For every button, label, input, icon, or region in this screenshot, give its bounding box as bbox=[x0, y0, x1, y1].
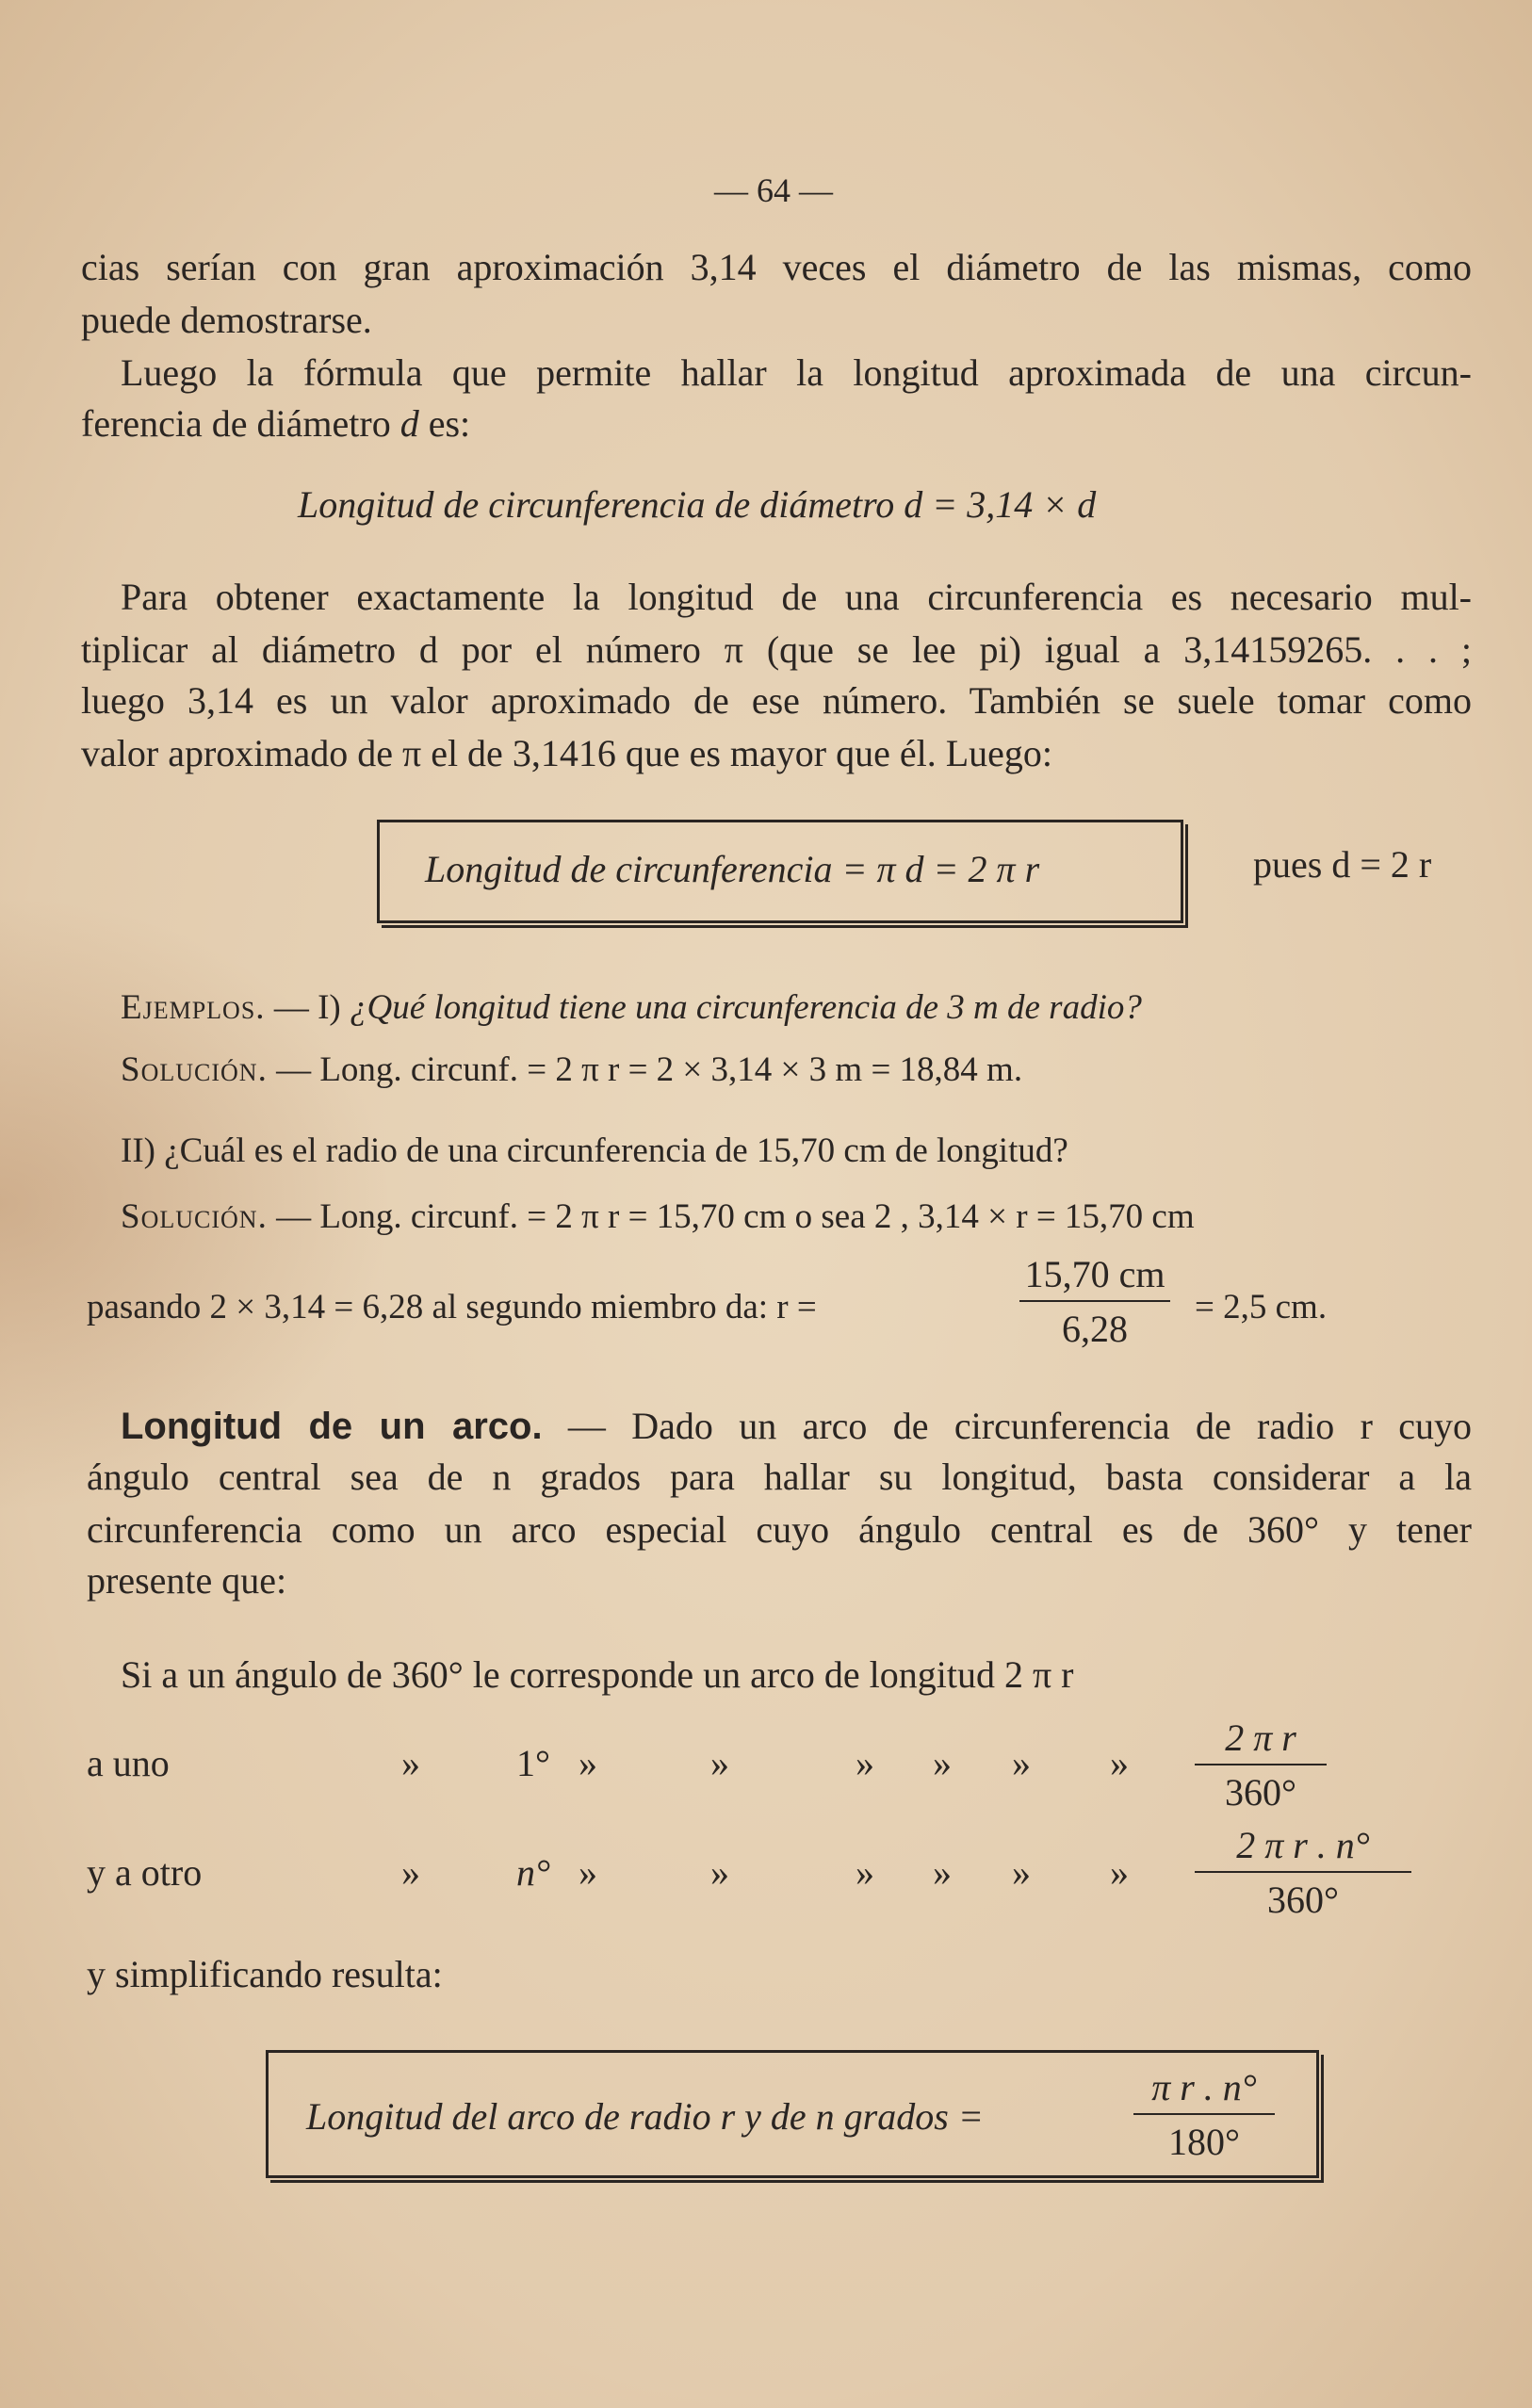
example-1-question bbox=[121, 984, 1142, 1033]
fraction-denominator: 6,28 bbox=[1062, 1308, 1128, 1350]
ditto-mark: » bbox=[579, 1742, 597, 1784]
ditto-mark: » bbox=[933, 1742, 952, 1784]
ditto-mark: » bbox=[710, 1851, 729, 1894]
examples-label: Ejemplos. bbox=[121, 988, 266, 1027]
fraction-bar bbox=[1133, 2113, 1275, 2115]
ditto-mark: » bbox=[1012, 1742, 1031, 1784]
formula-note: pues d = 2 r bbox=[1253, 843, 1432, 886]
variable-d: d bbox=[399, 402, 419, 445]
paragraph-line: circunferencia como un arco especial cuyo ángulo central es de 360° y tener bbox=[87, 1508, 1472, 1551]
fraction-row-3 bbox=[1195, 1822, 1411, 1924]
formula-approx-circumference: Longitud de circunferencia de diámetro d = 3,14 × d bbox=[298, 483, 1097, 526]
section-heading: Longitud de un arco. bbox=[121, 1406, 543, 1447]
paragraph-line: tiplicar al diámetro d por el número π (que se lee pi) igual a 3,14159265. . . ; bbox=[81, 628, 1472, 671]
example-1-solution bbox=[121, 1046, 1022, 1095]
proportion-row-1: Si a un ángulo de 360° le corresponde un arco de longitud 2 π r bbox=[121, 1653, 1074, 1696]
ditto-mark: » bbox=[1012, 1851, 1031, 1894]
paragraph-line: puede demostrarse. bbox=[81, 299, 372, 341]
paragraph-line: valor aproximado de π el de 3,1416 que es mayor que él. Luego: bbox=[81, 732, 1052, 774]
paragraph-line: luego 3,14 es un valor aproximado de ese número. También se suele tomar como bbox=[81, 679, 1472, 722]
ditto-mark: » bbox=[579, 1851, 597, 1894]
ditto-mark: » bbox=[710, 1742, 729, 1784]
formula-circumference: Longitud de circunferencia = π d = 2 π r bbox=[425, 848, 1040, 890]
formula-box-arc bbox=[266, 2050, 1319, 2178]
proportion-row-3-label: y a otro bbox=[87, 1851, 203, 1894]
text-segment: ferencia de diámetro bbox=[81, 402, 400, 445]
ditto-mark: » bbox=[1110, 1851, 1129, 1894]
proportion-row-2-label: a uno bbox=[87, 1742, 170, 1784]
fraction-numerator: 15,70 cm bbox=[1024, 1253, 1165, 1295]
proportion-row-3-angle: n° bbox=[516, 1851, 550, 1894]
arc-heading-line bbox=[121, 1402, 1472, 1451]
text-segment: — Dado un arco de circunferencia de radio r cuyo bbox=[542, 1405, 1473, 1447]
solution-label: Solución. bbox=[121, 1050, 268, 1089]
proportion-row-2-angle: 1° bbox=[516, 1742, 550, 1784]
paragraph-line: ángulo central sea de n grados para hallar su longitud, basta considerar a la bbox=[87, 1456, 1472, 1498]
example-2-step: pasando 2 × 3,14 = 6,28 al segundo miembro da: r = bbox=[87, 1288, 817, 1326]
paragraph-line: Luego la fórmula que permite hallar la longitud aproximada de una circun- bbox=[121, 351, 1472, 394]
fraction-row-2 bbox=[1195, 1715, 1327, 1816]
ditto-mark: » bbox=[1110, 1742, 1129, 1784]
paragraph-line: cias serían con gran aproximación 3,14 veces el diámetro de las mismas, como bbox=[81, 246, 1472, 288]
example-2-result: = 2,5 cm. bbox=[1195, 1288, 1328, 1326]
example-2-question: II) ¿Cuál es el radio de una circunferencia de 15,70 cm de longitud? bbox=[121, 1131, 1068, 1170]
fraction-denominator: 180° bbox=[1168, 2121, 1240, 2163]
question-text: ¿Qué longitud tiene una circunferencia de 3 m de radio? bbox=[349, 988, 1142, 1027]
text-segment: es: bbox=[418, 402, 471, 445]
fraction-numerator: π r . n° bbox=[1151, 2066, 1257, 2108]
solution-text: — Long. circunf. = 2 π r = 15,70 cm o sea 2 , 3,14 × r = 15,70 cm bbox=[267, 1197, 1195, 1236]
paragraph-line: Para obtener exactamente la longitud de una circunferencia es necesario mul- bbox=[121, 576, 1472, 618]
solution-text: — Long. circunf. = 2 π r = 2 × 3,14 × 3 m = 18,84 m. bbox=[267, 1050, 1023, 1089]
paragraph-line: presente que: bbox=[87, 1559, 287, 1602]
formula-box-circumference bbox=[377, 820, 1183, 923]
simplify-text: y simplificando resulta: bbox=[87, 1953, 443, 1995]
fraction-radius bbox=[1019, 1251, 1170, 1353]
text-segment: — I) bbox=[265, 988, 350, 1027]
fraction-denominator: 360° bbox=[1225, 1771, 1296, 1814]
ditto-mark: » bbox=[856, 1851, 874, 1894]
ditto-mark: » bbox=[933, 1851, 952, 1894]
example-2-solution bbox=[121, 1193, 1195, 1242]
fraction-bar bbox=[1195, 1764, 1327, 1765]
formula-arc-left: Longitud del arco de radio r y de n grados = bbox=[306, 2095, 984, 2138]
fraction-bar bbox=[1195, 1871, 1411, 1873]
ditto-mark: » bbox=[401, 1742, 420, 1784]
page-number: — 64 — bbox=[714, 171, 833, 209]
solution-label: Solución. bbox=[121, 1197, 268, 1236]
ditto-mark: » bbox=[401, 1851, 420, 1894]
fraction-denominator: 360° bbox=[1267, 1879, 1339, 1921]
ditto-mark: » bbox=[856, 1742, 874, 1784]
fraction-numerator: 2 π r . n° bbox=[1236, 1824, 1370, 1866]
paragraph-line bbox=[81, 399, 470, 448]
fraction-bar bbox=[1019, 1300, 1170, 1302]
fraction-numerator: 2 π r bbox=[1225, 1717, 1296, 1759]
fraction-arc bbox=[1133, 2064, 1275, 2166]
